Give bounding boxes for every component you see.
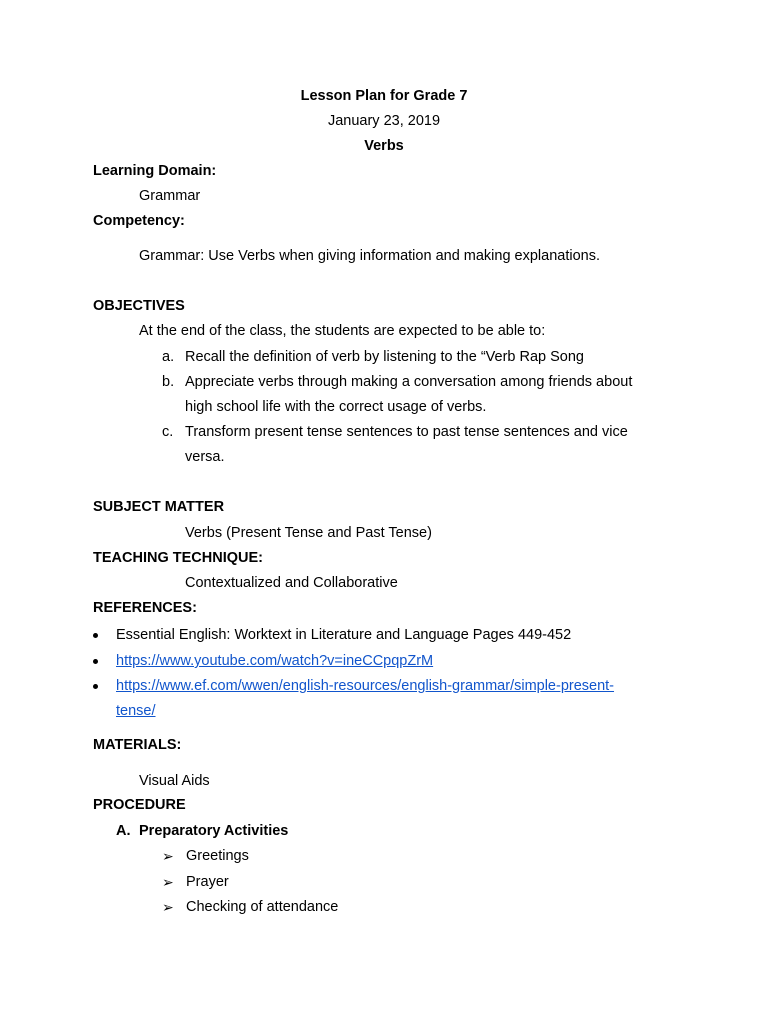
objective-marker: c. [162, 424, 174, 440]
objectives-intro: At the end of the class, the students are expected to be able to: [139, 323, 546, 339]
reference-link-ef-continued[interactable]: tense/ [116, 703, 156, 719]
objective-text: Appreciate verbs through making a conversation among friends about [185, 374, 633, 390]
subject-matter-value: Verbs (Present Tense and Past Tense) [185, 525, 432, 541]
document-topic: Verbs [364, 138, 404, 154]
competency-heading: Competency: [93, 213, 185, 229]
objective-text: Transform present tense sentences to past tense sentences and vice [185, 424, 628, 440]
learning-domain-value: Grammar [139, 188, 201, 204]
learning-domain-heading: Learning Domain: [93, 163, 217, 179]
procedure-heading: PROCEDURE [93, 797, 186, 813]
reference-link-ef[interactable]: https://www.ef.com/wwen/english-resources/english-grammar/simple-present- [116, 678, 615, 694]
objectives-heading: OBJECTIVES [93, 298, 185, 314]
procedure-section-title: Preparatory Activities [139, 823, 289, 839]
objective-text-continued: high school life with the correct usage of verbs. [185, 399, 487, 415]
procedure-item: Checking of attendance [186, 899, 339, 915]
competency-value: Grammar: Use Verbs when giving information and making explanations. [139, 248, 601, 264]
materials-heading: MATERIALS: [93, 737, 182, 753]
materials-value: Visual Aids [139, 773, 210, 789]
objective-marker: b. [162, 374, 175, 390]
objective-text-continued: versa. [185, 449, 225, 465]
reference-link-youtube[interactable]: https://www.youtube.com/watch?v=ineCCpqpZrM [116, 653, 434, 669]
procedure-section-marker: A. [116, 823, 131, 839]
document-title: Lesson Plan for Grade 7 [300, 88, 468, 104]
arrowhead-bullet-icon: ➢ [162, 874, 174, 890]
bullet-icon [93, 684, 98, 689]
procedure-item: Greetings [186, 848, 249, 864]
references-heading: REFERENCES: [93, 600, 197, 616]
bullet-icon [93, 659, 98, 664]
arrowhead-bullet-icon: ➢ [162, 848, 174, 864]
teaching-technique-heading: TEACHING TECHNIQUE: [93, 550, 263, 566]
objective-text: Recall the definition of verb by listening to the “Verb Rap Song [185, 349, 584, 365]
procedure-item: Prayer [186, 874, 229, 890]
document-date: January 23, 2019 [327, 113, 441, 129]
subject-matter-heading: SUBJECT MATTER [93, 499, 225, 515]
reference-item: Essential English: Worktext in Literature and Language Pages 449-452 [116, 627, 572, 643]
objective-marker: a. [162, 349, 175, 365]
arrowhead-bullet-icon: ➢ [162, 899, 174, 915]
teaching-technique-value: Contextualized and Collaborative [185, 575, 398, 591]
bullet-icon [93, 633, 98, 638]
